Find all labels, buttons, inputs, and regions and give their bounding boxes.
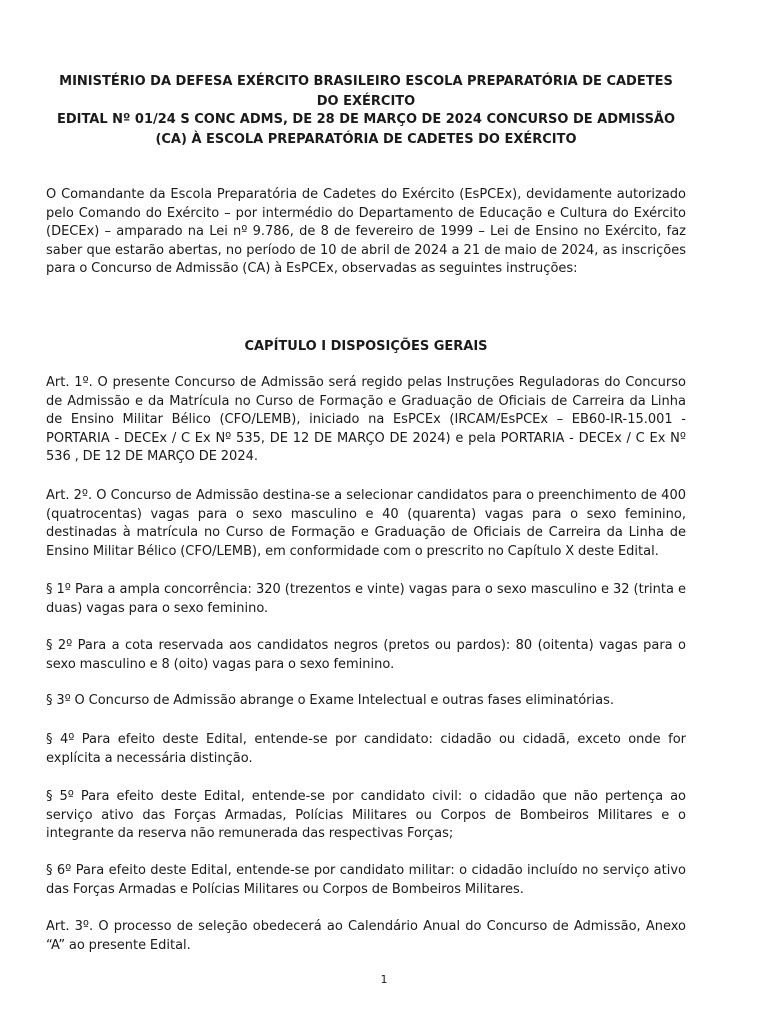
- paragraph-5: § 5º Para efeito deste Edital, entende-se por candidato civil: o cidadão que não pertença ao serviço ativo das Forças Armadas, Polícias Militares ou Corpos de Bombeiros Militares e o integrante da reserva não remunerada das respectivas Forças;: [46, 789, 686, 841]
- paragraph-6: § 6º Para efeito deste Edital, entende-se por candidato militar: o cidadão incluído no serviço ativo das Forças Armadas e Polícias Militares ou Corpos de Bombeiros Militares.: [46, 863, 686, 897]
- article-1: Art. 1º. O presente Concurso de Admissão será regido pelas Instruções Reguladoras do Concurso de Admissão e da Matrícula no Curso de Formação e Graduação de Oficiais de Carreira da Linha de Ensino Militar Bélico (CFO/LEMB), iniciado na EsPCEx (IRCAM/EsPCEx – EB60-IR-15.001 - PORTARIA - DECEx / C Ex Nº 535, DE 12 DE MARÇO DE 2024) e pela PORTARIA - DECEx / C Ex Nº 536 , DE 12 DE MARÇO DE 2024.: [46, 375, 686, 464]
- paragraph-2: § 2º Para a cota reservada aos candidatos negros (pretos ou pardos): 80 (oitenta) vagas para o sexo masculino e 8 (oito) vagas para o sexo feminino.: [46, 638, 686, 672]
- paragraph-4: § 4º Para efeito deste Edital, entende-se por candidato: cidadão ou cidadã, exceto onde for explícita a necessária distinção.: [46, 732, 686, 766]
- ministry-heading: MINISTÉRIO DA DEFESA EXÉRCITO BRASILEIRO ESCOLA PREPARATÓRIA DE CADETES DO EXÉRCITO: [59, 74, 673, 109]
- edital-title: EDITAL Nº 01/24 S CONC ADMS, DE 28 DE MARÇO DE 2024 CONCURSO DE ADMISSÃO (CA) À ESCOLA PREPARATÓRIA DE CADETES DO EXÉRCITO: [56, 112, 676, 147]
- article-2: Art. 2º. O Concurso de Admissão destina-se a selecionar candidatos para o preenchimento de 400 (quatrocentas) vagas para o sexo masculino e 40 (quarenta) vagas para o sexo feminino, destinadas à matrícula no Curso de Formação e Graduação de Oficiais de Carreira da Linha de Ensino Militar Bélico (CFO/LEMB), em conformidade com o prescrito no Capítulo X deste Edital.: [46, 488, 686, 559]
- paragraph-3: § 3º O Concurso de Admissão abrange o Exame Intelectual e outras fases eliminatórias.: [46, 693, 614, 708]
- paragraph-1: § 1º Para a ampla concorrência: 320 (trezentos e vinte) vagas para o sexo masculino e 32 (trinta e duas) vagas para o sexo feminino.: [46, 582, 686, 616]
- page-number: 1: [380, 973, 388, 986]
- article-3: Art. 3º. O processo de seleção obedecerá ao Calendário Anual do Concurso de Admissão, Anexo “A” ao presente Edital.: [46, 919, 686, 953]
- intro-paragraph: O Comandante da Escola Preparatória de Cadetes do Exército (EsPCEx), devidamente autorizado pelo Comando do Exército – por intermédio do Departamento de Educação e Cultura do Exército (DECEx) – amparado na Lei nº 9.786, de 8 de fevereiro de 1999 – Lei de Ensino no Exército, faz saber que estarão abertas, no período de 10 de abril de 2024 a 21 de maio de 2024, as inscrições para o Concurso de Admissão (CA) à EsPCEx, observadas as seguintes instruções:: [46, 187, 686, 276]
- chapter-title: CAPÍTULO I DISPOSIÇÕES GERAIS: [244, 339, 488, 354]
